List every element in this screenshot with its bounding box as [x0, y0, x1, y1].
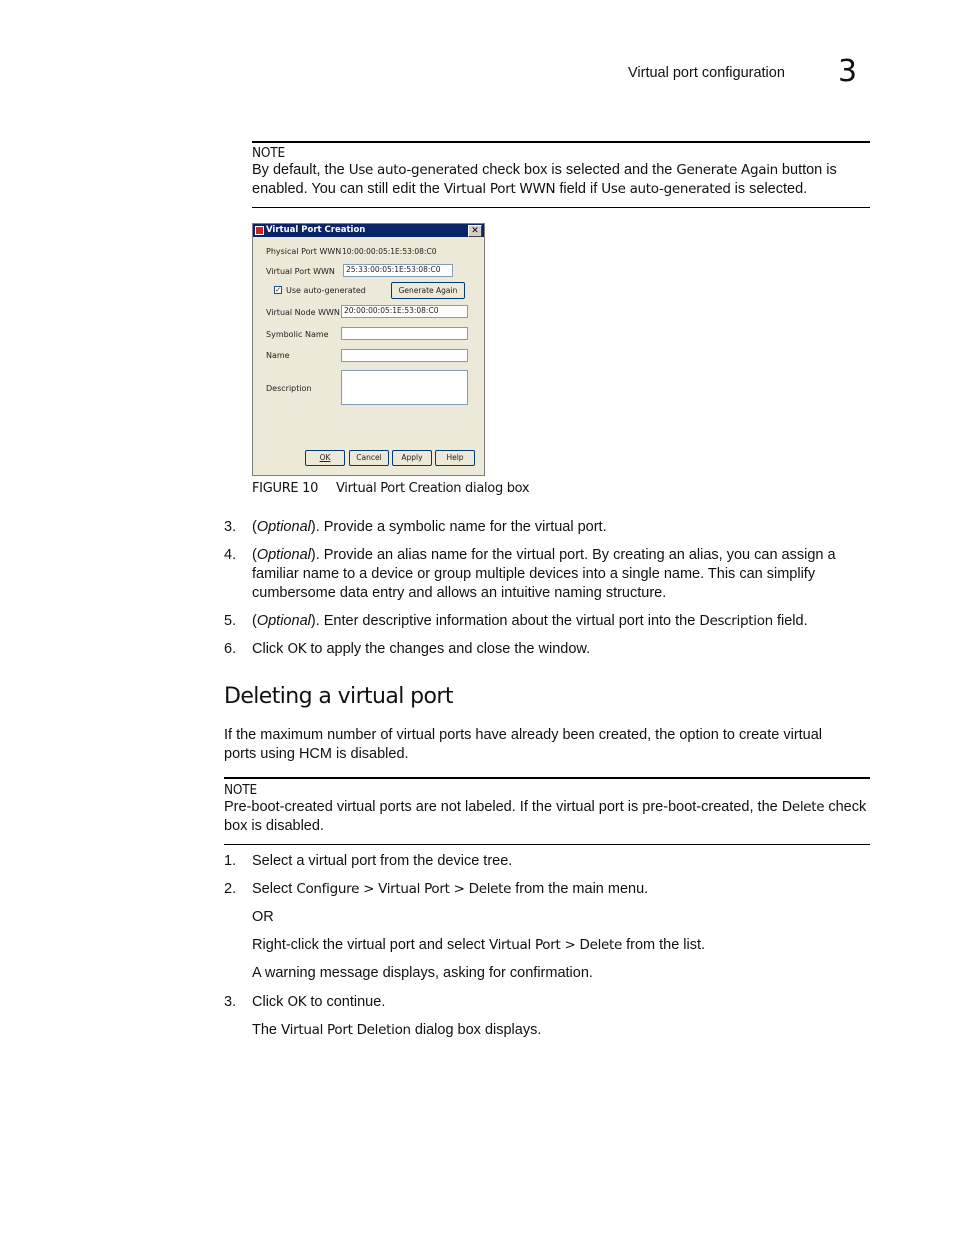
list-item: 2. Select Configure > Virtual Port > Delete from the main menu.: [224, 881, 649, 897]
note-box-default: [252, 141, 870, 208]
virtual-port-creation-dialog: [252, 223, 485, 476]
help-button[interactable]: Help: [435, 450, 475, 466]
virtual-node-wwn-label: Virtual Node WWN: [266, 308, 340, 317]
list-item: 1. Select a virtual port from the device tree.: [224, 853, 513, 869]
running-header-title: Virtual port configuration: [628, 65, 785, 81]
cancel-button[interactable]: Cancel: [349, 450, 389, 466]
description-label: Description: [266, 384, 312, 393]
figure-caption-text: Virtual Port Creation dialog box: [336, 481, 530, 496]
note-text: By default, the Use auto-generated check box is selected and the Generate Again button is enabled. You can still edit the Virtual Port WWN field if Use auto-generated is selected.: [252, 162, 837, 197]
virtual-port-wwn-label: Virtual Port WWN: [266, 267, 335, 276]
figure-caption: [252, 481, 529, 496]
list-item: 6. Click OK to apply the changes and close the window.: [224, 641, 591, 657]
virtual-port-wwn-field[interactable]: 25:33:00:05:1E:53:08:C0: [343, 264, 453, 277]
figure-number: FIGURE 10: [252, 481, 319, 496]
close-icon[interactable]: ✕: [468, 225, 482, 237]
chapter-number: 3: [838, 54, 858, 89]
note-box-preboot: [224, 777, 870, 845]
dialog-title: Virtual Port Creation: [266, 225, 366, 235]
note-label: NOTE: [252, 145, 285, 161]
apply-button[interactable]: Apply: [392, 450, 432, 466]
list-item: 3. (Optional). Provide a symbolic name for the virtual port.: [224, 519, 607, 535]
note-label: NOTE: [224, 782, 257, 798]
note-text: Pre-boot-created virtual ports are not labeled. If the virtual port is pre-boot-created, the Delete check box is disabled.: [224, 799, 867, 834]
symbolic-name-field[interactable]: [341, 327, 468, 340]
list-item: 4. (Optional). Provide an alias name for the virtual port. By creating an alias, you can assign a familiar name to a device or group multiple devices into a single name. This can simplify cumbersome data entry and allows an intuitive naming structure.: [224, 547, 836, 601]
use-auto-generated-label: Use auto-generated: [286, 286, 366, 295]
final-text: The Virtual Port Deletion dialog box displays.: [252, 1022, 542, 1038]
warning-text: A warning message displays, asking for confirmation.: [252, 965, 593, 981]
dialog-title-bar: [253, 224, 484, 237]
physical-port-wwn-value: 10:00:00:05:1E:53:08:C0: [342, 247, 437, 256]
section-heading: Deleting a virtual port: [224, 684, 453, 709]
list-item: 5. (Optional). Enter descriptive information about the virtual port into the Description field.: [224, 613, 808, 629]
section-intro: If the maximum number of virtual ports have already been created, the option to create virtual ports using HCM is disabled.: [224, 727, 823, 762]
physical-port-wwn-label: Physical Port WWN: [266, 247, 342, 256]
name-label: Name: [266, 351, 290, 360]
app-icon: [255, 226, 264, 235]
ok-button[interactable]: OK: [305, 450, 345, 466]
alternate-step: Right-click the virtual port and select Virtual Port > Delete from the list.: [252, 937, 706, 953]
name-field[interactable]: [341, 349, 468, 362]
symbolic-name-label: Symbolic Name: [266, 330, 329, 339]
description-field[interactable]: [341, 370, 468, 405]
generate-again-button[interactable]: Generate Again: [391, 282, 465, 299]
list-item: 3. Click OK to continue.: [224, 994, 386, 1010]
use-auto-generated-checkbox[interactable]: ✓: [275, 286, 281, 294]
virtual-node-wwn-field[interactable]: 20:00:00:05:1E:53:08:C0: [341, 305, 468, 318]
or-text: OR: [252, 909, 274, 925]
